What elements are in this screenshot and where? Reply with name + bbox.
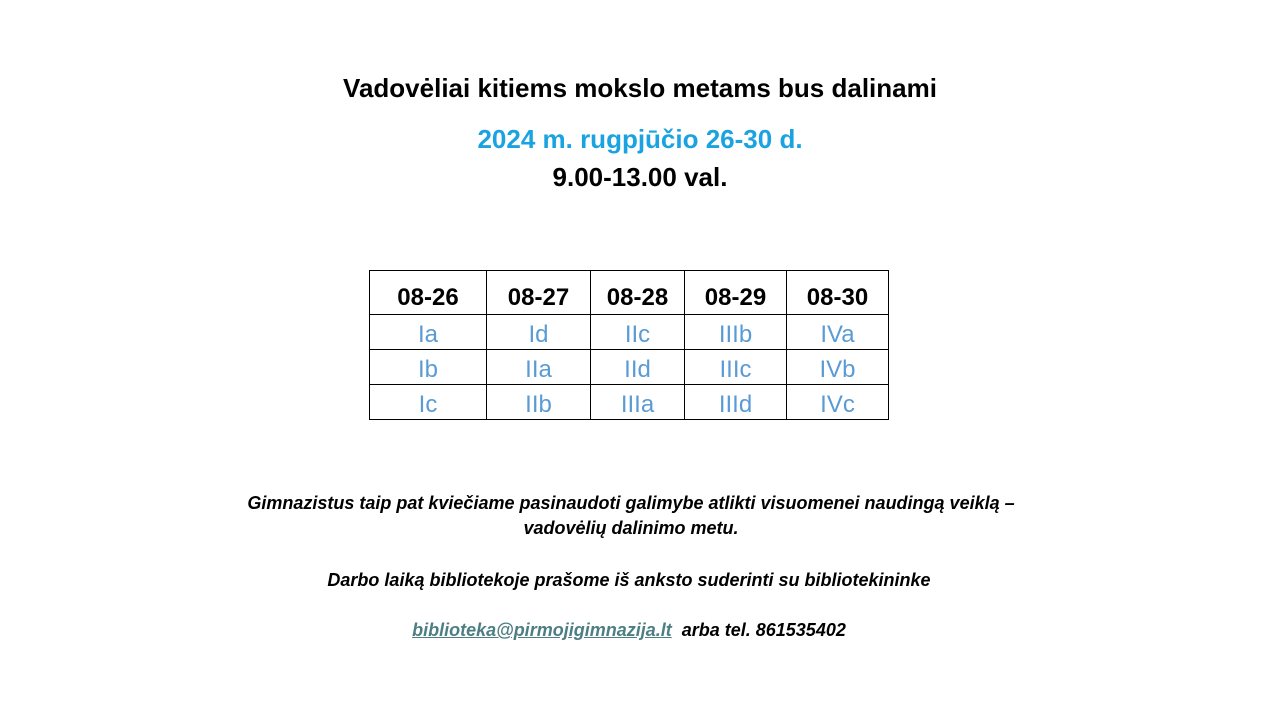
table-row <box>370 350 889 385</box>
class-cell: Id <box>487 315 591 350</box>
class-cell: IIIb <box>685 315 787 350</box>
class-cell: IVc <box>787 385 889 420</box>
class-cell: Ia <box>370 315 487 350</box>
class-cell: Ic <box>370 385 487 420</box>
date-header: 08-28 <box>591 271 685 315</box>
invite-note-line1: Gimnazistus taip pat kviečiame pasinaudoti galimybe atlikti visuomenei naudingą veiklą – <box>247 493 1015 513</box>
contact-line <box>0 618 1260 642</box>
class-cell: IVb <box>787 350 889 385</box>
table-row <box>370 315 889 350</box>
class-cell: IIb <box>487 385 591 420</box>
schedule-header-row <box>370 271 889 315</box>
class-cell: Ib <box>370 350 487 385</box>
phone-text: arba tel. 861535402 <box>671 620 846 640</box>
date-header: 08-30 <box>787 271 889 315</box>
email-link[interactable]: biblioteka@pirmojigimnazija.lt <box>412 620 672 640</box>
schedule-table <box>369 270 889 420</box>
invite-note-line2: vadovėlių dalinimo metu. <box>523 518 739 538</box>
date-header: 08-27 <box>487 271 591 315</box>
class-cell: IIc <box>591 315 685 350</box>
class-cell: IIIc <box>685 350 787 385</box>
page-title: Vadovėliai kitiems mokslo metams bus dalinami <box>343 73 937 103</box>
distribution-time: 9.00-13.00 val. <box>552 162 728 192</box>
date-header: 08-26 <box>370 271 487 315</box>
date-header: 08-29 <box>685 271 787 315</box>
class-cell: IVa <box>787 315 889 350</box>
distribution-date: 2024 m. rugpjūčio 26-30 d. <box>477 124 803 154</box>
class-cell: IIId <box>685 385 787 420</box>
class-cell: IIa <box>487 350 591 385</box>
table-row <box>370 385 889 420</box>
class-cell: IIIa <box>591 385 685 420</box>
class-cell: IId <box>591 350 685 385</box>
schedule-request-note: Darbo laiką bibliotekoje prašome iš anksto suderinti su bibliotekininke <box>327 570 931 590</box>
